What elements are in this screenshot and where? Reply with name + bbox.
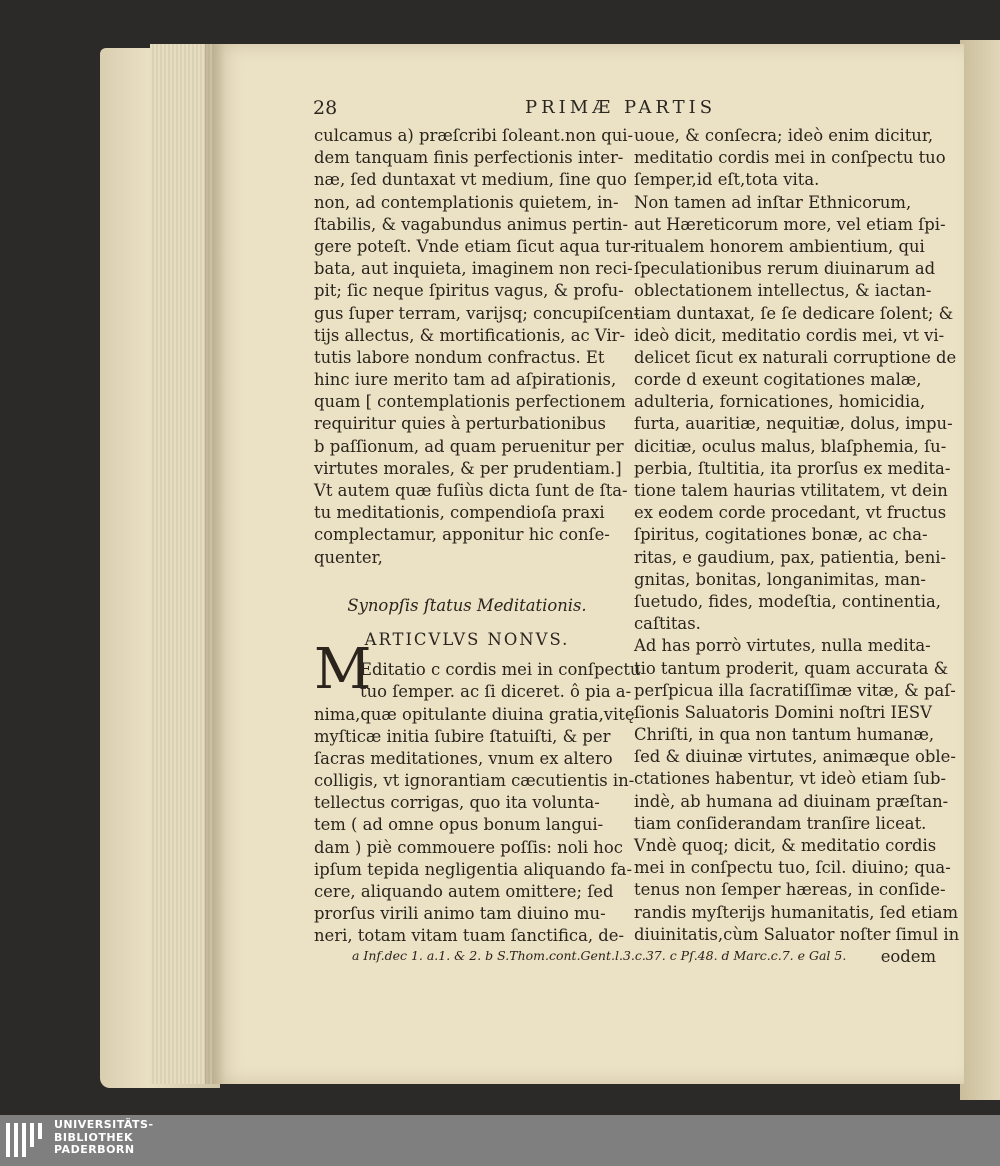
right-column-text <box>634 125 960 946</box>
text-line: pit; ſic neque ſpiritus vagus, & profu- <box>314 281 624 301</box>
text-line: oblectationem intellectus, & iactan- <box>634 281 932 301</box>
catchword: eodem <box>880 946 936 966</box>
article-heading: ARTICVLVS NONVS. <box>364 629 570 649</box>
text-line: tem ( ad omne opus bonum langui- <box>314 815 604 835</box>
library-banner <box>0 1115 1000 1166</box>
text-line: mei in conſpectu tuo, ſcil. diuino; qua- <box>634 858 951 878</box>
text-line: non, ad contemplationis quietem, in- <box>314 192 619 212</box>
library-name-line3: PADERBORN <box>54 1143 135 1156</box>
text-line: gus ſuper terram, varijsq; concupiſcen- <box>314 303 640 323</box>
text-line: perbia, ſtultitia, ita prorſus ex medita- <box>634 458 951 478</box>
text-line: ſed & diuinæ virtutes, animæque oble- <box>634 747 956 767</box>
text-line: dicitiæ, oculus malus, blaſphemia, ſu- <box>634 436 947 456</box>
facing-page-edge <box>960 40 1000 1100</box>
text-line: myſticæ initia ſubire ſtatuiſti, & per <box>314 726 611 746</box>
text-line: indè, ab humana ad diuinam præſtan- <box>634 791 949 811</box>
text-line: dam ) piè commouere poſſis: noli hoc <box>314 837 623 857</box>
text-line: bata, aut inquieta, imaginem non reci- <box>314 259 633 279</box>
text-line: ex eodem corde procedant, vt fructus <box>634 503 947 523</box>
text-line: næ, ſed duntaxat vt medium, ſine quo <box>314 170 627 190</box>
library-logo-icon <box>6 1123 48 1159</box>
text-line: gnitas, bonitas, longanimitas, man- <box>634 569 926 589</box>
text-line: gere poteſt. Vnde etiam ſicut aqua tur- <box>314 236 636 256</box>
library-name <box>54 1119 154 1157</box>
text-line: colligis, vt ignorantiam cæcutientis in- <box>314 771 635 791</box>
text-line: ſacras meditationes, vnum ex altero <box>314 748 613 768</box>
text-line: requiritur quies à perturbationibus <box>314 414 606 434</box>
footnotes: a Inf.dec 1. a.1. & 2. b S.Thom.cont.Gent.l.3.c.37. c Pſ.48. d Marc.c.7. e Gal 5. <box>352 948 847 963</box>
text-line: ſemper,id eſt,tota vita. <box>634 170 820 190</box>
text-line: furta, auaritiæ, nequitiæ, dolus, impu- <box>634 414 953 434</box>
text-line: ſuetudo, fides, modeſtia, continentia, <box>634 591 941 611</box>
text-line: ideò dicit, meditatio cordis mei, vt vi- <box>634 325 945 345</box>
text-line: Vt autem quæ fuſiùs dicta ſunt de ſta- <box>314 481 628 500</box>
text-line: aut Hæreticorum more, vel etiam ſpi- <box>634 214 946 234</box>
page-number: 28 <box>313 97 338 119</box>
text-line: perſpicua illa ſacratiſſimæ vitæ, & paſ- <box>634 680 956 700</box>
left-column <box>314 125 641 948</box>
text-line: dem tanquam finis perfectionis inter- <box>314 148 624 168</box>
synopsis-heading: Synopſis ſtatus Meditationis. <box>347 595 587 615</box>
right-column <box>634 125 960 968</box>
text-line: tione talem haurias vtilitatem, vt dein <box>634 481 948 500</box>
text-line: randis myſterijs humanitatis, ſed etiam <box>634 902 959 922</box>
text-line: Non tamen ad inſtar Ethnicorum, <box>634 192 912 212</box>
text-line: tenus non ſemper hæreas, in conſide- <box>634 880 946 900</box>
text-line: Vndè quoq; dicit, & meditatio cordis <box>634 836 937 855</box>
text-line: virtutes morales, & per prudentiam.] <box>314 458 622 478</box>
text-line: prorſus virili animo tam diuino mu- <box>314 904 606 924</box>
text-line: ritualem honorem ambientium, qui <box>634 236 925 256</box>
text-line: quam [ contemplationis perfectionem <box>314 392 626 412</box>
drop-cap: M <box>314 637 372 702</box>
left-column-text <box>314 125 640 569</box>
running-title: PRIMÆ PARTIS <box>525 97 717 118</box>
page-header <box>313 97 933 123</box>
text-line: adulteria, fornicationes, homicidia, <box>634 392 926 412</box>
text-line: ſpiritus, cogitationes bonæ, ac cha- <box>634 525 928 545</box>
text-line: hinc iure merito tam ad aſpirationis, <box>314 370 617 390</box>
text-line: ſionis Saluatoris Domini noſtri IESV <box>634 702 932 722</box>
library-name-line2: BIBLIOTHEK <box>54 1130 134 1144</box>
article-text <box>314 659 641 947</box>
text-line: ritas, e gaudium, pax, patientia, beni- <box>634 547 947 567</box>
text-line: quenter, <box>314 547 383 567</box>
text-line: tuo ſemper. ac ſi diceret. ô pia a- <box>360 682 632 702</box>
text-line: complectamur, apponitur hic conſe- <box>314 525 610 545</box>
text-line: uoue, & conſecra; ideò enim dicitur, <box>634 126 934 145</box>
text-line: diuinitatis,cùm Saluator noſter ſimul in <box>634 924 960 944</box>
text-line: ſtabilis, & vagabundus animus pertin- <box>314 214 629 234</box>
text-line: culcamus a) præſcribi ſoleant.non qui- <box>314 126 634 145</box>
text-line: nima,quæ opitulante diuina gratia,vitę <box>314 704 635 724</box>
text-line: delicet ſicut ex naturali corruptione de <box>634 347 957 367</box>
library-name-line1: UNIVERSITÄTS- <box>54 1118 154 1131</box>
text-line: neri, totam vitam tuam ſanctifica, de- <box>314 926 625 946</box>
text-line: ctationes habentur, vt ideò etiam ſub- <box>634 769 947 789</box>
text-line: ſpeculationibus rerum diuinarum ad <box>634 259 936 279</box>
text-line: caſtitas. <box>634 614 701 634</box>
text-line: b paſſionum, ad quam peruenitur per <box>314 436 624 456</box>
text-line: ipſum tepida negligentia aliquando fa- <box>314 859 632 879</box>
text-line: tellectus corrigas, quo ita volunta- <box>314 793 600 813</box>
text-line: cere, aliquando autem omittere; ſed <box>314 882 614 901</box>
text-line: Editatio c cordis mei in conſpectu <box>360 660 641 680</box>
text-line: tijs allectus, & mortificationis, ac Vir- <box>314 325 626 345</box>
text-line: tutis labore nondum confractus. Et <box>314 347 605 367</box>
spine-shadow <box>205 44 225 1084</box>
text-line: Chriſti, in qua non tantum humanæ, <box>634 725 935 745</box>
text-line: corde d exeunt cogitationes malæ, <box>634 370 922 390</box>
text-line: tio tantum proderit, quam accurata & <box>634 658 949 678</box>
text-line: meditatio cordis mei in conſpectu tuo <box>634 148 946 168</box>
text-line: Ad has porrò virtutes, nulla medita- <box>634 636 931 656</box>
text-line: tiam conſiderandam tranſire liceat. <box>634 813 927 833</box>
text-line: tu meditationis, compendioſa praxi <box>314 503 605 523</box>
text-line: tiam duntaxat, ſe ſe dedicare ſolent; & <box>634 303 954 323</box>
